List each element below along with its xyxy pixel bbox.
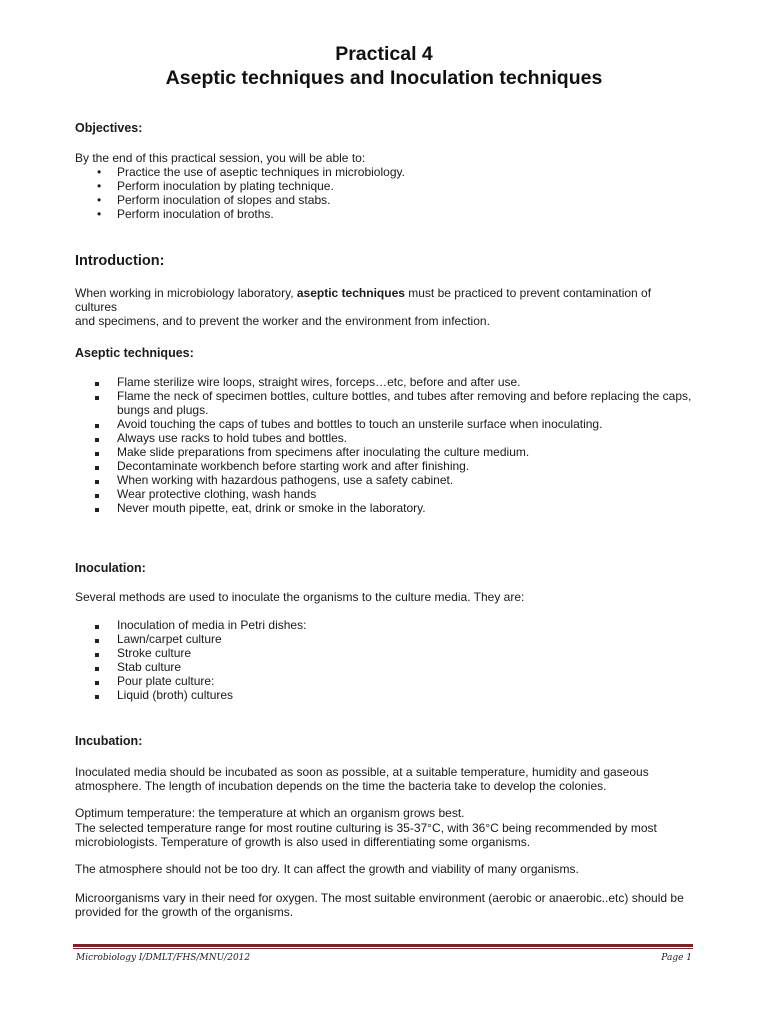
list-item: Liquid (broth) cultures: [75, 688, 695, 702]
bullet-icon: •: [97, 165, 102, 179]
list-item: Decontaminate workbench before starting work and after finishing.: [75, 459, 695, 473]
bullet-icon: [95, 618, 105, 632]
footer-rule-thin: [73, 948, 693, 949]
inoculation-intro: Several methods are used to inoculate the organisms to the culture media. They are:: [75, 590, 525, 604]
list-item: Flame the neck of specimen bottles, culture bottles, and tubes after removing and before replacing the caps, bungs and plugs.: [75, 389, 695, 417]
list-item: Stroke culture: [75, 646, 695, 660]
list-item: Wear protective clothing, wash hands: [75, 487, 695, 501]
list-item: Lawn/carpet culture: [75, 632, 695, 646]
bullet-icon: [95, 445, 105, 459]
practical-number: Practical 4: [335, 43, 433, 65]
incubation-heading: Incubation:: [75, 734, 143, 748]
incubation-paragraph-2: Optimum temperature: the temperature at which an organism grows best.: [75, 806, 465, 820]
bullet-icon: [95, 660, 105, 674]
incubation-paragraph-3: The selected temperature range for most routine culturing is 35-37°C, with 36°C being recommended by most microbiologists. Temperature of growth is also used in differentiating some organisms.: [75, 821, 657, 849]
list-item: Pour plate culture:: [75, 674, 695, 688]
title-block: [0, 42, 768, 90]
list-item: Never mouth pipette, eat, drink or smoke in the laboratory.: [75, 501, 695, 515]
list-item: • Perform inoculation by plating technique.: [97, 179, 334, 193]
incubation-paragraph-1: Inoculated media should be incubated as soon as possible, at a suitable temperature, humidity and gaseous atmosphere. The length of incubation depends on the time the bacteria take to develop the colonies.: [75, 765, 649, 793]
list-item: Flame sterilize wire loops, straight wires, forceps…etc, before and after use.: [75, 375, 695, 389]
inoculation-list: [75, 618, 695, 702]
list-item: When working with hazardous pathogens, use a safety cabinet.: [75, 473, 695, 487]
introduction-paragraph: When working in microbiology laboratory, aseptic techniques must be practiced to prevent contamination of cultures and specimens, and to prevent the worker and the environment from infection.: [75, 286, 652, 328]
bullet-icon: [95, 674, 105, 688]
bullet-icon: [95, 487, 105, 501]
bullet-icon: •: [97, 207, 102, 221]
list-item: • Practice the use of aseptic techniques in microbiology.: [97, 165, 405, 179]
incubation-paragraph-5: Microorganisms vary in their need for oxygen. The most suitable environment (aerobic or anaerobic..etc) should be provided for the growth of the organisms.: [75, 891, 684, 919]
objectives-intro: By the end of this practical session, you will be able to:: [75, 151, 366, 165]
bullet-icon: [95, 632, 105, 646]
page-title: Aseptic techniques and Inoculation techniques: [165, 67, 603, 89]
bullet-icon: [95, 431, 105, 445]
list-item: Stab culture: [75, 660, 695, 674]
aseptic-heading: Aseptic techniques:: [75, 346, 194, 360]
bullet-icon: [95, 501, 105, 515]
introduction-heading: Introduction:: [75, 253, 165, 269]
incubation-paragraph-4: The atmosphere should not be too dry. It can affect the growth and viability of many organisms.: [75, 862, 579, 876]
bullet-icon: [95, 417, 105, 431]
list-item: Inoculation of media in Petri dishes:: [75, 618, 695, 632]
list-item: • Perform inoculation of slopes and stabs.: [97, 193, 331, 207]
list-item: Avoid touching the caps of tubes and bottles to touch an unsterile surface when inoculating.: [75, 417, 695, 431]
bullet-icon: [95, 459, 105, 473]
bullet-icon: •: [97, 179, 102, 193]
list-item: Make slide preparations from specimens after inoculating the culture medium.: [75, 445, 695, 459]
list-item: Always use racks to hold tubes and bottles.: [75, 431, 695, 445]
footer: [76, 951, 692, 965]
footer-rule: [73, 944, 693, 947]
bullet-icon: [95, 646, 105, 660]
footer-course-code: Microbiology I/DMLT/FHS/MNU/2012: [76, 953, 251, 963]
bullet-icon: [95, 375, 105, 389]
objectives-heading: Objectives:: [75, 121, 143, 135]
list-item: • Perform inoculation of broths.: [97, 207, 274, 221]
bullet-icon: •: [97, 193, 102, 207]
aseptic-list: [75, 375, 695, 515]
bullet-icon: [95, 473, 105, 487]
page-number: Page 1: [661, 953, 692, 963]
objectives-list: [75, 165, 695, 221]
inoculation-heading: Inoculation:: [75, 561, 146, 575]
bullet-icon: [95, 688, 105, 702]
bullet-icon: [95, 389, 105, 403]
